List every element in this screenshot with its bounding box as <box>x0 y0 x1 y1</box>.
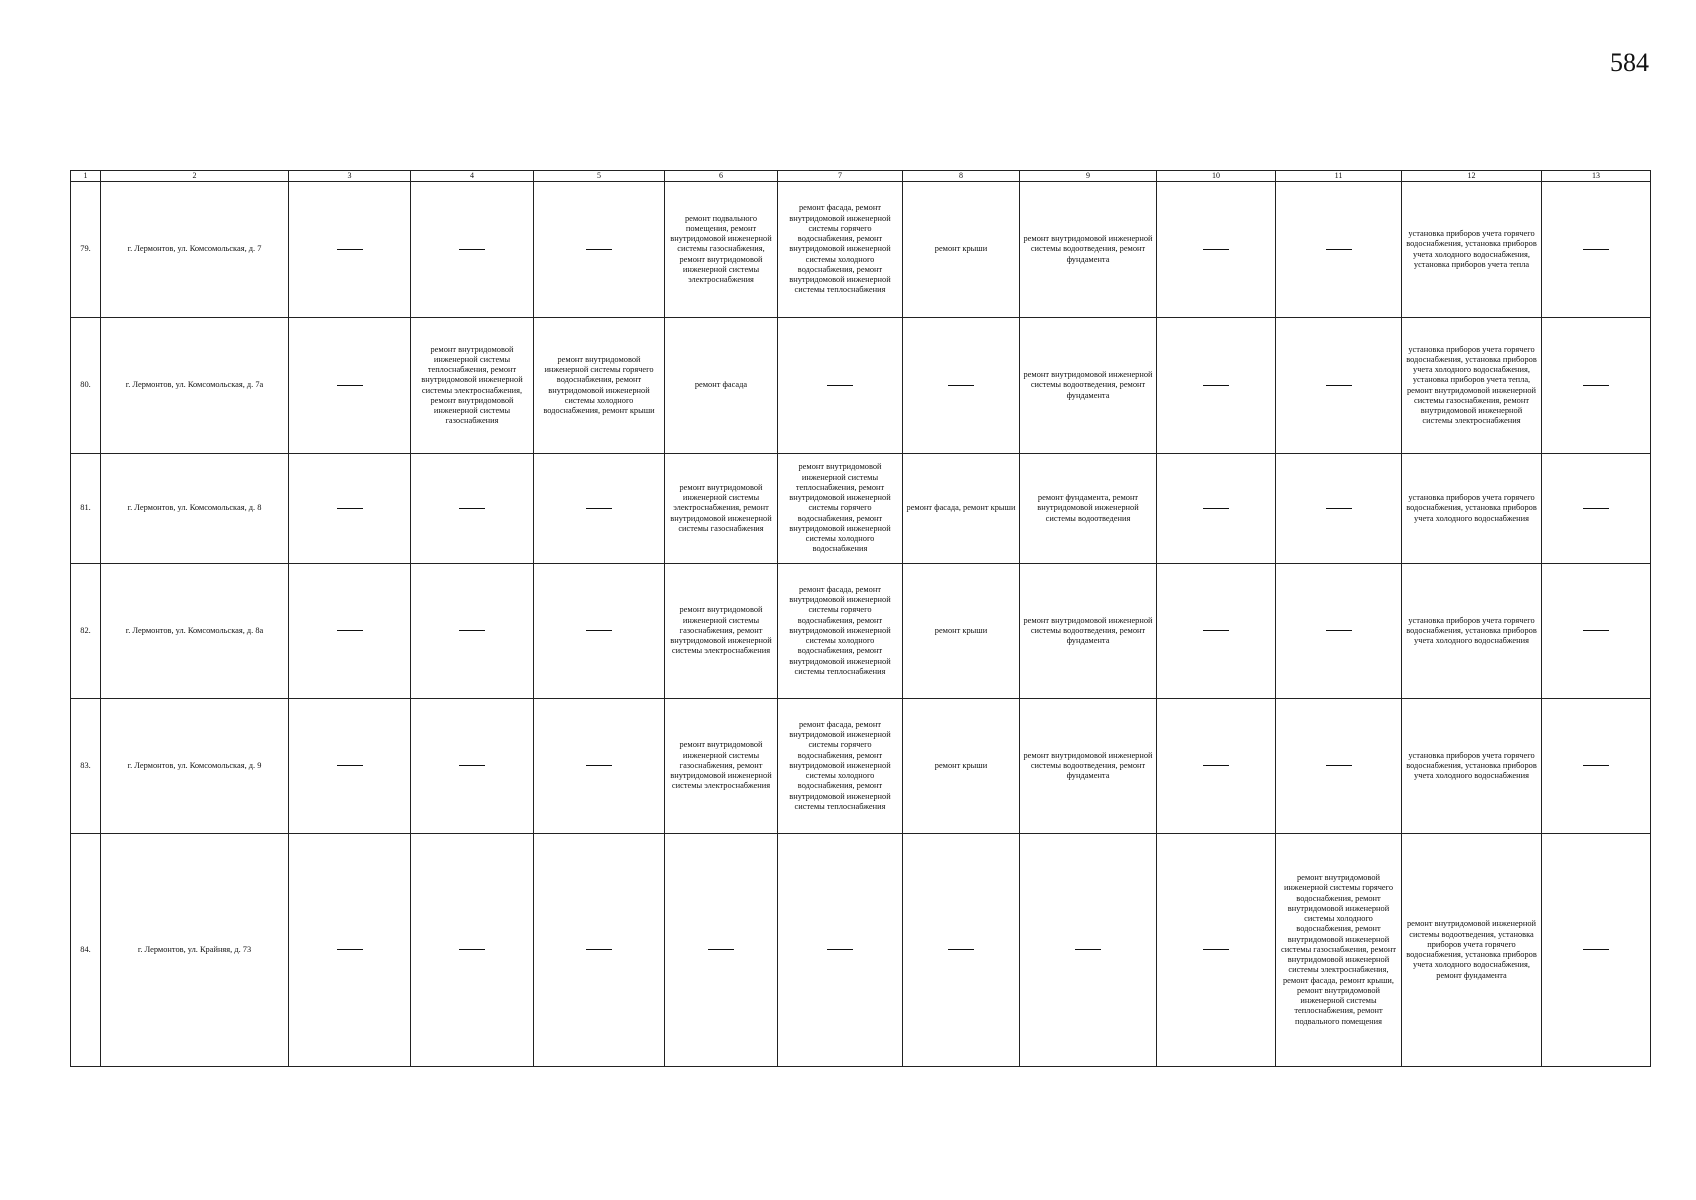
cell-12: ремонт внутридомовой инженерной системы водоотведения, установка приборов учета горячего водоснабжения, установка приборов учета холодного водоснабжения, ремонт фундамента <box>1402 834 1542 1067</box>
empty-dash <box>459 508 485 509</box>
cell-7: ремонт фасада, ремонт внутридомовой инженерной системы горячего водоснабжения, ремонт внутридомовой инженерной системы холодного водоснабжения, ремонт внутридомовой инженерной системы теплоснабжения <box>778 699 903 834</box>
column-number: 4 <box>411 171 534 182</box>
address-cell: г. Лермонтов, ул. Комсомольская, д. 8а <box>101 564 289 699</box>
cell-9: ремонт внутридомовой инженерной системы водоотведения, ремонт фундамента <box>1020 699 1157 834</box>
cell-11 <box>1276 454 1402 564</box>
empty-dash <box>948 385 974 386</box>
row-number: 80. <box>71 318 101 454</box>
cell-4: ремонт внутридомовой инженерной системы теплоснабжения, ремонт внутридомовой инженерной системы электроснабжения, ремонт внутридомовой инженерной системы газоснабжения <box>411 318 534 454</box>
empty-dash <box>1326 630 1352 631</box>
cell-6: ремонт внутридомовой инженерной системы газоснабжения, ремонт внутридомовой инженерной системы электроснабжения <box>665 699 778 834</box>
empty-dash <box>1203 385 1229 386</box>
cell-4 <box>411 454 534 564</box>
cell-11 <box>1276 564 1402 699</box>
empty-dash <box>337 630 363 631</box>
cell-5 <box>534 834 665 1067</box>
cell-5 <box>534 454 665 564</box>
row-number: 81. <box>71 454 101 564</box>
empty-dash <box>459 765 485 766</box>
cell-11: ремонт внутридомовой инженерной системы горячего водоснабжения, ремонт внутридомовой инженерной системы холодного водоснабжения, ремонт внутридомовой инженерной системы газоснабжения, ремонт внутридомовой инженерной системы электроснабжения, ремонт фасада, ремонт крыши, ремонт внутридомовой инженерной системы теплоснабжения, ремонт подвального помещения <box>1276 834 1402 1067</box>
cell-12: установка приборов учета горячего водоснабжения, установка приборов учета холодного водоснабжения <box>1402 699 1542 834</box>
empty-dash <box>827 385 853 386</box>
table-row <box>71 454 1651 564</box>
cell-11 <box>1276 182 1402 318</box>
cell-3 <box>289 318 411 454</box>
cell-3 <box>289 564 411 699</box>
empty-dash <box>337 249 363 250</box>
cell-12: установка приборов учета горячего водоснабжения, установка приборов учета холодного водоснабжения <box>1402 454 1542 564</box>
table-row <box>71 564 1651 699</box>
cell-5 <box>534 564 665 699</box>
cell-6: ремонт внутридомовой инженерной системы электроснабжения, ремонт внутридомовой инженерной системы газоснабжения <box>665 454 778 564</box>
empty-dash <box>337 508 363 509</box>
row-number: 84. <box>71 834 101 1067</box>
cell-6 <box>665 834 778 1067</box>
table-row <box>71 318 1651 454</box>
cell-8: ремонт крыши <box>903 564 1020 699</box>
empty-dash <box>1583 508 1609 509</box>
column-number-row <box>71 171 1651 182</box>
empty-dash <box>337 765 363 766</box>
cell-13 <box>1542 182 1651 318</box>
empty-dash <box>1583 385 1609 386</box>
cell-9 <box>1020 834 1157 1067</box>
empty-dash <box>1583 949 1609 950</box>
empty-dash <box>1583 630 1609 631</box>
empty-dash <box>459 630 485 631</box>
row-number: 82. <box>71 564 101 699</box>
column-number: 6 <box>665 171 778 182</box>
empty-dash <box>459 249 485 250</box>
cell-7: ремонт внутридомовой инженерной системы теплоснабжения, ремонт внутридомовой инженерной системы горячего водоснабжения, ремонт внутридомовой инженерной системы холодного водоснабжения <box>778 454 903 564</box>
cell-4 <box>411 564 534 699</box>
cell-12: установка приборов учета горячего водоснабжения, установка приборов учета холодного водоснабжения, установка приборов учета тепла, ремонт внутридомовой инженерной системы газоснабжения, ремонт внутридомовой инженерной системы электроснабжения <box>1402 318 1542 454</box>
cell-4 <box>411 834 534 1067</box>
column-number: 7 <box>778 171 903 182</box>
empty-dash <box>1583 249 1609 250</box>
cell-7: ремонт фасада, ремонт внутридомовой инженерной системы горячего водоснабжения, ремонт внутридомовой инженерной системы холодного водоснабжения, ремонт внутридомовой инженерной системы теплоснабжения <box>778 564 903 699</box>
empty-dash <box>1326 385 1352 386</box>
cell-8: ремонт крыши <box>903 699 1020 834</box>
cell-7 <box>778 318 903 454</box>
cell-3 <box>289 834 411 1067</box>
table-row <box>71 834 1651 1067</box>
cell-5: ремонт внутридомовой инженерной системы горячего водоснабжения, ремонт внутридомовой инженерной системы холодного водоснабжения, ремонт крыши <box>534 318 665 454</box>
empty-dash <box>948 949 974 950</box>
cell-7 <box>778 834 903 1067</box>
cell-6: ремонт подвального помещения, ремонт внутридомовой инженерной системы газоснабжения, ремонт внутридомовой инженерной системы электроснабжения <box>665 182 778 318</box>
cell-10 <box>1157 699 1276 834</box>
cell-10 <box>1157 182 1276 318</box>
cell-5 <box>534 699 665 834</box>
cell-3 <box>289 182 411 318</box>
cell-3 <box>289 454 411 564</box>
empty-dash <box>586 249 612 250</box>
cell-12: установка приборов учета горячего водоснабжения, установка приборов учета холодного водоснабжения <box>1402 564 1542 699</box>
empty-dash <box>1203 249 1229 250</box>
empty-dash <box>586 630 612 631</box>
cell-12: установка приборов учета горячего водоснабжения, установка приборов учета холодного водоснабжения, установка приборов учета тепла <box>1402 182 1542 318</box>
empty-dash <box>1326 765 1352 766</box>
cell-8: ремонт крыши <box>903 182 1020 318</box>
column-number: 5 <box>534 171 665 182</box>
cell-8 <box>903 834 1020 1067</box>
cell-10 <box>1157 318 1276 454</box>
address-cell: г. Лермонтов, ул. Комсомольская, д. 8 <box>101 454 289 564</box>
column-number: 13 <box>1542 171 1651 182</box>
empty-dash <box>1326 508 1352 509</box>
empty-dash <box>1203 949 1229 950</box>
cell-13 <box>1542 564 1651 699</box>
table-row <box>71 699 1651 834</box>
column-number: 10 <box>1157 171 1276 182</box>
empty-dash <box>1203 508 1229 509</box>
empty-dash <box>827 949 853 950</box>
cell-6: ремонт внутридомовой инженерной системы газоснабжения, ремонт внутридомовой инженерной системы электроснабжения <box>665 564 778 699</box>
cell-9: ремонт фундамента, ремонт внутридомовой инженерной системы водоотведения <box>1020 454 1157 564</box>
column-number: 11 <box>1276 171 1402 182</box>
address-cell: г. Лермонтов, ул. Комсомольская, д. 7а <box>101 318 289 454</box>
empty-dash <box>708 949 734 950</box>
empty-dash <box>1326 249 1352 250</box>
empty-dash <box>337 385 363 386</box>
column-number: 12 <box>1402 171 1542 182</box>
column-number: 3 <box>289 171 411 182</box>
empty-dash <box>1203 630 1229 631</box>
empty-dash <box>586 765 612 766</box>
table-row <box>71 182 1651 318</box>
cell-10 <box>1157 564 1276 699</box>
page-number: 584 <box>1610 48 1649 77</box>
cell-6: ремонт фасада <box>665 318 778 454</box>
cell-11 <box>1276 699 1402 834</box>
cell-4 <box>411 699 534 834</box>
cell-13 <box>1542 318 1651 454</box>
address-cell: г. Лермонтов, ул. Комсомольская, д. 7 <box>101 182 289 318</box>
cell-7: ремонт фасада, ремонт внутридомовой инженерной системы горячего водоснабжения, ремонт внутридомовой инженерной системы холодного водоснабжения, ремонт внутридомовой инженерной системы теплоснабжения <box>778 182 903 318</box>
cell-11 <box>1276 318 1402 454</box>
cell-8 <box>903 318 1020 454</box>
column-number: 8 <box>903 171 1020 182</box>
column-number: 1 <box>71 171 101 182</box>
empty-dash <box>459 949 485 950</box>
empty-dash <box>1075 949 1101 950</box>
address-cell: г. Лермонтов, ул. Комсомольская, д. 9 <box>101 699 289 834</box>
row-number: 83. <box>71 699 101 834</box>
cell-10 <box>1157 834 1276 1067</box>
cell-3 <box>289 699 411 834</box>
cell-13 <box>1542 699 1651 834</box>
empty-dash <box>1583 765 1609 766</box>
address-cell: г. Лермонтов, ул. Крайняя, д. 73 <box>101 834 289 1067</box>
empty-dash <box>586 949 612 950</box>
empty-dash <box>586 508 612 509</box>
column-number: 9 <box>1020 171 1157 182</box>
works-table <box>70 170 1651 1067</box>
cell-8: ремонт фасада, ремонт крыши <box>903 454 1020 564</box>
row-number: 79. <box>71 182 101 318</box>
cell-13 <box>1542 834 1651 1067</box>
cell-9: ремонт внутридомовой инженерной системы водоотведения, ремонт фундамента <box>1020 318 1157 454</box>
cell-5 <box>534 182 665 318</box>
cell-9: ремонт внутридомовой инженерной системы водоотведения, ремонт фундамента <box>1020 564 1157 699</box>
column-number: 2 <box>101 171 289 182</box>
empty-dash <box>337 949 363 950</box>
cell-9: ремонт внутридомовой инженерной системы водоотведения, ремонт фундамента <box>1020 182 1157 318</box>
cell-4 <box>411 182 534 318</box>
empty-dash <box>1203 765 1229 766</box>
cell-13 <box>1542 454 1651 564</box>
cell-10 <box>1157 454 1276 564</box>
